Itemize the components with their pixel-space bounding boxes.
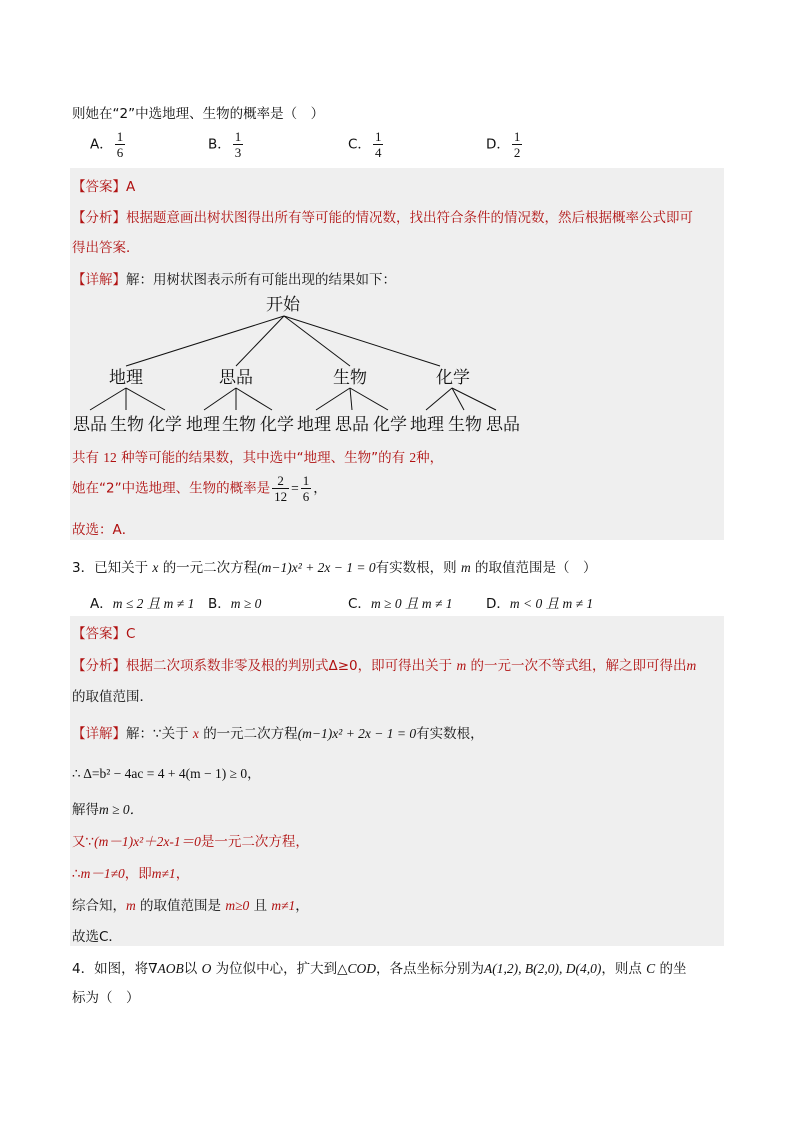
favorable-count: 2 — [409, 450, 417, 465]
math-var: m — [460, 560, 471, 575]
q2-option-c — [348, 130, 385, 159]
tree-leaf: 化学 — [260, 415, 294, 435]
q2-option-a — [90, 130, 127, 159]
text: 的取值范围是 — [140, 898, 222, 914]
q3-answer — [72, 622, 135, 642]
q2-analysis — [72, 206, 693, 226]
branch-a-1 — [90, 388, 126, 410]
text: ，即 — [124, 866, 152, 882]
option-letter: D． — [486, 136, 510, 153]
tree-leaf: 地理 — [410, 415, 444, 435]
analysis-text: 根据题意画出树状图得出所有等可能的情况数，找出符合条件的情况数，然后根据概率公式即可 — [126, 210, 693, 226]
tree-leaf: 思品 — [73, 415, 107, 435]
fraction-numerator: 2 — [272, 474, 289, 489]
tree-level1-node: 生物 — [333, 368, 367, 388]
text: 又∵ — [72, 834, 95, 850]
math-expression: m ≥ 0． — [99, 802, 144, 817]
text: ， — [175, 866, 190, 882]
branch-a-3 — [126, 388, 165, 410]
tree-level1-node: 地理 — [109, 368, 143, 388]
tree-level1-node: 化学 — [436, 368, 470, 388]
q2-option-d — [486, 130, 524, 159]
text: 以 — [183, 961, 198, 977]
math-expression: m≥0 — [225, 898, 250, 913]
analysis-tag: 【分析】 — [72, 658, 126, 674]
tree-leaf: 化学 — [373, 415, 407, 435]
detail-tag: 【详解】 — [72, 726, 126, 742]
text: 共有 — [72, 450, 99, 466]
branch-c-3 — [350, 388, 388, 410]
text: ， — [313, 480, 327, 497]
math-var: m — [686, 658, 697, 673]
text: 解：∵关于 — [126, 726, 189, 742]
text: 有实数根， — [416, 726, 484, 742]
answer-value: A — [126, 179, 136, 195]
q2-detail — [72, 268, 396, 288]
option-numerator: 1 — [513, 129, 521, 144]
equation: (m−1)x² + 2x − 1 = 0 — [297, 726, 417, 741]
option-letter: C． — [348, 136, 371, 153]
branch-root-3 — [284, 316, 350, 366]
tree-leaf: 思品 — [486, 415, 520, 435]
text: 是一元二次方程， — [200, 834, 309, 850]
option-letter: A． — [90, 596, 113, 612]
math-var: O — [201, 961, 212, 976]
q4-stem-line2: 标为（ ） — [72, 990, 140, 1006]
option-letter: D． — [486, 596, 510, 612]
text: 她在“2”中选地理、生物的概率是 — [72, 480, 271, 497]
branch-d-3 — [452, 388, 496, 410]
q2-option-b — [208, 130, 245, 159]
coordinates: A(1,2), B(2,0), D(4,0) — [484, 961, 602, 976]
option-text: m ≥ 0 且 m ≠ 1 — [370, 596, 453, 611]
tree-leaf: 地理 — [186, 415, 220, 435]
text: ∴ — [72, 866, 81, 882]
q3-analysis — [72, 654, 696, 674]
text: 种， — [416, 450, 444, 466]
text: 的坐 — [659, 961, 687, 977]
tree-leaf: 生物 — [222, 415, 256, 435]
equals-sign: = — [291, 480, 299, 496]
fraction-denominator: 6 — [302, 489, 310, 504]
math-expression: m≠1 — [271, 898, 296, 913]
text: 且 — [253, 898, 268, 914]
tree-leaf: 地理 — [297, 415, 331, 435]
branch-root-4 — [284, 316, 440, 366]
option-denominator: 3 — [234, 145, 242, 160]
q3-option-a — [90, 592, 194, 612]
branch-b-1 — [204, 388, 236, 410]
fraction-denominator: 12 — [274, 489, 288, 504]
answer-tag: 【答案】 — [72, 179, 126, 195]
option-numerator: 1 — [374, 129, 382, 144]
q2-answer — [72, 175, 135, 195]
q3-discriminant: ∴ Δ=b² − 4ac = 4 + 4(m − 1) ≥ 0， — [72, 766, 261, 781]
fraction-numerator: 1 — [302, 473, 310, 488]
q3-summary — [72, 894, 309, 914]
answer-value: C — [126, 626, 136, 642]
option-denominator: 2 — [513, 145, 521, 160]
branch-b-3 — [236, 388, 272, 410]
option-denominator: 4 — [374, 145, 382, 160]
text: 种等可能的结果数，其中选中“地理、生物”的有 — [121, 450, 406, 466]
equation: (m−1)x² + 2x − 1 = 0 — [257, 560, 376, 575]
text: ， — [295, 898, 309, 914]
detail-text: 解：用树状图表示所有可能出现的结果如下： — [126, 272, 396, 288]
text: 的一元一次不等式组，解之即可得出 — [470, 658, 687, 674]
q2-conclusion-count — [72, 446, 443, 466]
q3-option-c — [348, 592, 453, 612]
tree-root: 开始 — [266, 295, 300, 315]
q3-again — [72, 830, 309, 850]
math-expression: m≠1 — [151, 866, 176, 881]
branch-d-1 — [426, 388, 452, 410]
text: ，各点坐标分别为 — [376, 961, 484, 977]
option-numerator: 1 — [116, 129, 124, 144]
q3-solve — [72, 798, 143, 818]
option-letter: C． — [348, 596, 371, 612]
probability-tree — [70, 290, 530, 440]
answer-tag: 【答案】 — [72, 626, 126, 642]
tree-leaf: 生物 — [448, 415, 482, 435]
option-text: m ≥ 0 — [230, 596, 262, 611]
total-count: 12 — [103, 450, 117, 465]
math-expression: ∇AOB — [148, 961, 184, 976]
tree-leaf: 思品 — [335, 415, 369, 435]
text: 根据二次项系数非零及根的判别式Δ≥0，即可得出关于 — [126, 658, 453, 674]
q3-option-d — [486, 592, 593, 612]
option-text: m < 0 且 m ≠ 1 — [509, 596, 594, 611]
q4-stem-line1 — [72, 957, 686, 977]
tree-leaf: 化学 — [148, 415, 182, 435]
detail-tag: 【详解】 — [72, 272, 126, 288]
math-var: C — [646, 961, 656, 976]
math-var: m — [456, 658, 467, 673]
q2-final: 故选：A． — [72, 522, 136, 538]
tree-branches — [90, 316, 496, 410]
math-var: x — [152, 560, 159, 575]
text: 为位似中心，扩大到 — [215, 961, 338, 977]
branch-c-1 — [316, 388, 350, 410]
text: 有实数根，则 — [375, 560, 457, 576]
q2-analysis-continued: 得出答案． — [72, 240, 140, 256]
text: 的取值范围是（ ） — [475, 560, 597, 576]
q2-stem: 则她在“2”中选地理、生物的概率是（ ） — [72, 106, 325, 122]
math-var: x — [192, 726, 199, 741]
text: 综合知， — [72, 898, 126, 914]
text: 的一元二次方程 — [203, 726, 298, 742]
q2-conclusion-probability — [72, 474, 327, 503]
option-letter: B． — [208, 136, 231, 153]
equation: (m－1)x²＋2x-1＝0 — [94, 834, 201, 849]
q3-not-equal — [72, 862, 189, 882]
q3-analysis-continued: 的取值范围． — [72, 689, 153, 705]
tree-level1-node: 思品 — [219, 368, 253, 388]
branch-c-2 — [350, 388, 352, 410]
math-expression: m－1≠0 — [80, 866, 125, 881]
option-denominator: 6 — [116, 145, 124, 160]
math-var: m — [126, 898, 136, 913]
q3-final: 故选C． — [72, 929, 122, 945]
text: 4．如图，将 — [72, 961, 149, 977]
text: ，则点 — [601, 961, 642, 977]
text: 已知关于 — [94, 560, 149, 576]
option-text: m ≤ 2 且 m ≠ 1 — [112, 596, 195, 611]
option-letter: B． — [208, 596, 231, 612]
q3-detail — [72, 722, 484, 742]
option-letter: A． — [90, 136, 113, 153]
text: 解得 — [72, 802, 99, 818]
question-number: 3． — [72, 560, 95, 576]
text: 的一元二次方程 — [162, 560, 258, 576]
analysis-tag: 【分析】 — [72, 210, 126, 226]
option-numerator: 1 — [234, 129, 242, 144]
q3-stem — [72, 556, 597, 576]
math-expression: △COD — [337, 961, 376, 976]
tree-leaf: 生物 — [110, 415, 144, 435]
q3-option-b — [208, 592, 261, 612]
